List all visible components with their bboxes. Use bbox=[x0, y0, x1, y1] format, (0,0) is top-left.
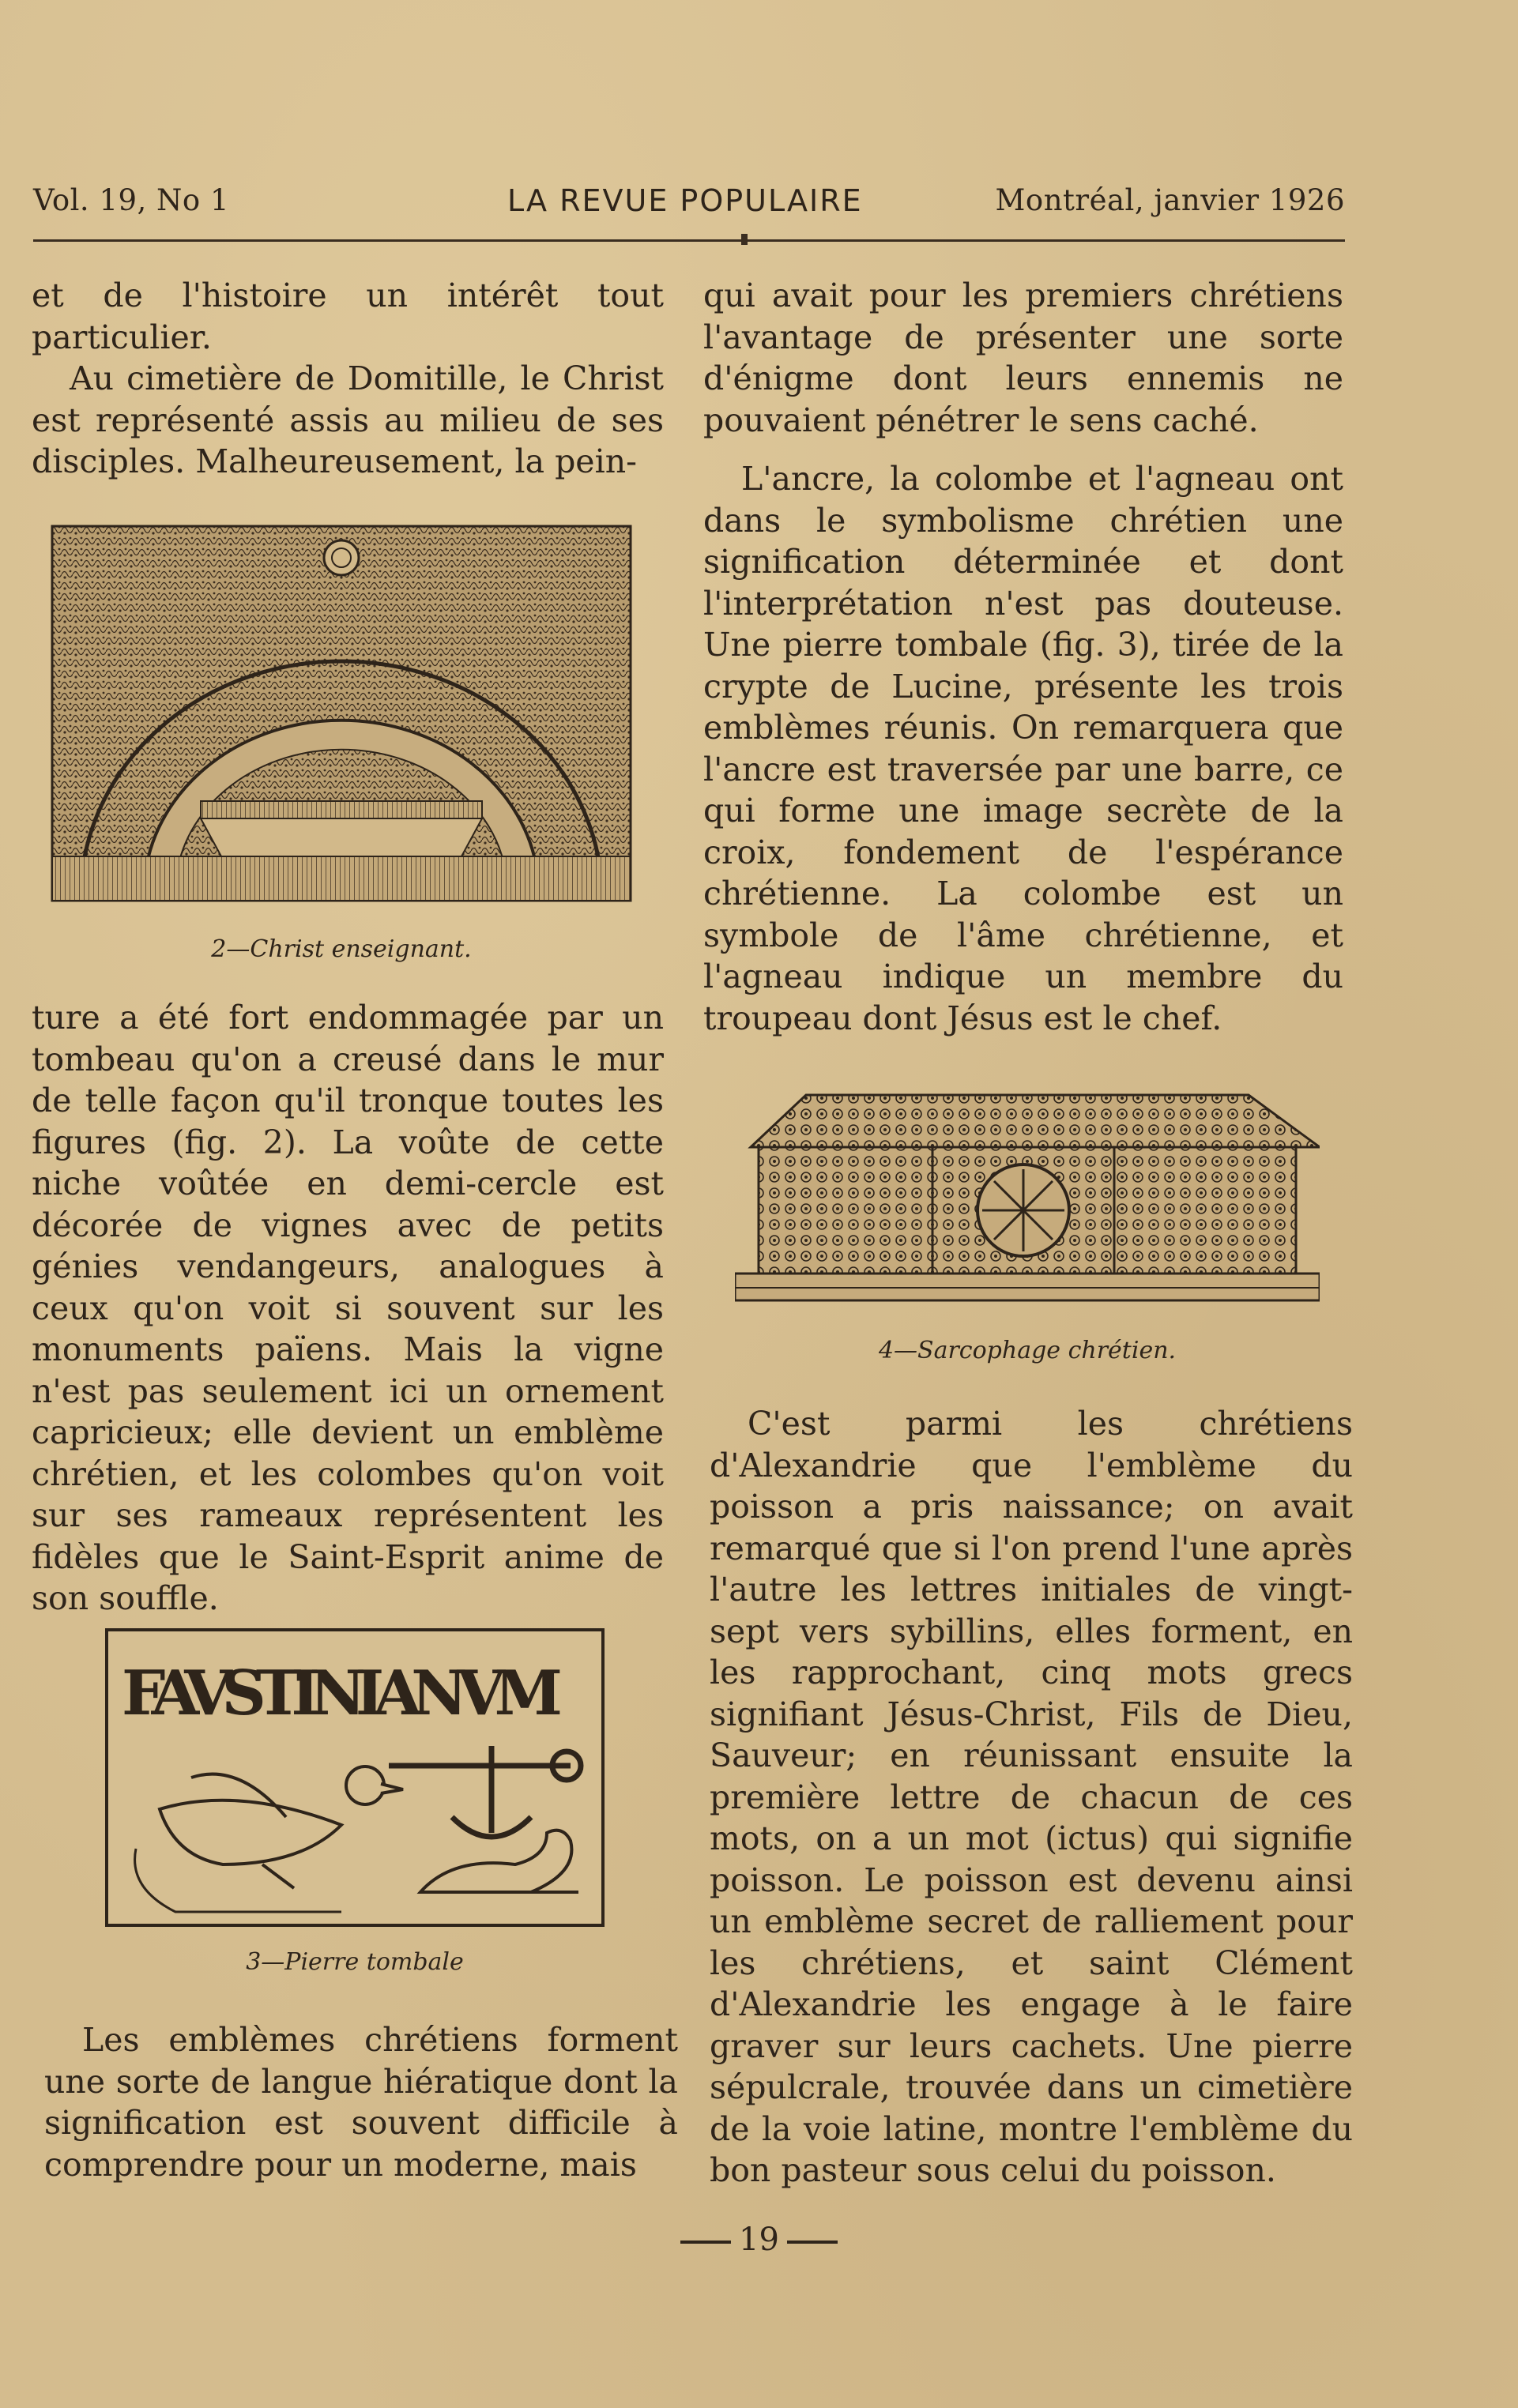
left-paragraph-4: Les emblèmes chrétiens forment une sorte de langue hiératique dont la signification est souvent difficile à comprendre pour un moderne, mais bbox=[44, 2021, 678, 2184]
left-paragraph-1: et de l'histoire un intérêt tout particulier. bbox=[32, 277, 664, 356]
issue-date: Montréal, janvier 1926 bbox=[995, 183, 1345, 217]
page-number bbox=[0, 2222, 1518, 2258]
journal-title: LA REVUE POPULAIRE bbox=[507, 183, 863, 218]
figure-4-sarcophagus bbox=[735, 1090, 1320, 1304]
left-column-bottom bbox=[44, 2019, 678, 2185]
figure-2-caption: 2—Christ enseignant. bbox=[211, 935, 472, 963]
tombstone-inscription: FAVSTINIANVM bbox=[122, 1657, 564, 1729]
volume-label: Vol. 19, No 1 bbox=[33, 183, 230, 217]
figure-3-caption: 3—Pierre tombale bbox=[246, 1948, 464, 1976]
right-paragraph-3: C'est parmi les chrétiens d'Alexandrie que l'emblème du poisson a pris naissance; on avait remarqué que si l'on prend l'une après l'autre les lettres initiales de vingt-sept vers sybillins, elles forment, en les rapprochant, cinq mots grecs signifiant Jésus-Christ, Fils de Dieu, Sauveur; en réunissant ensuite la première lettre de chacun de ces mots, on a un mot (ictus) qui signifie poisson. Le poisson est devenu ainsi un emblème secret de ralliement pour les chrétiens, et saint Clément d'Alexandrie les engage à le faire graver sur leurs cachets. Une pierre sépulcrale, trouvée dans un cimetière de la voie latine, montre l'emblème du bon pasteur sous celui du poisson. bbox=[710, 1405, 1353, 2189]
right-paragraph-2: L'ancre, la colombe et l'agneau ont dans le symbolisme chrétien une signification déterminée et dont l'interprétation n'est pas douteuse. Une pierre tombale (fig. 3), tirée de la crypte de Lucine, présente les trois emblèmes réunis. On remarquera que l'ancre est traversée par une barre, ce qui forme une image secrète de la croix, fondement de l'espérance chrétienne. La colombe est un symbole de l'âme chrétienne, et l'agneau indique un membre du troupeau dont Jésus est le chef. bbox=[703, 460, 1343, 1037]
figure-2-christ-fresco bbox=[51, 525, 632, 902]
left-column-middle bbox=[32, 997, 664, 1620]
right-column-top bbox=[703, 275, 1343, 1039]
running-header bbox=[33, 183, 1345, 231]
page-number-dash-right bbox=[787, 2241, 838, 2244]
right-column-bottom bbox=[710, 1403, 1353, 2192]
header-rule-ornament bbox=[741, 234, 748, 245]
left-column-top bbox=[32, 275, 664, 483]
page-number-dash-left bbox=[680, 2241, 731, 2244]
figure-4-caption: 4—Sarcophage chrétien. bbox=[878, 1337, 1177, 1364]
figure-3-tombstone bbox=[104, 1627, 605, 1928]
header-rule bbox=[33, 239, 1345, 242]
right-paragraph-1: qui avait pour les premiers chrétiens l'avantage de présenter une sorte d'énigme dont leurs ennemis ne pouvaient pénétrer le sens caché. bbox=[703, 277, 1343, 439]
left-paragraph-3: ture a été fort endommagée par un tombeau qu'on a creusé dans le mur de telle façon qu'il tronque toutes les figures (fig. 2). La voûte de cette niche voûtée en demi-cercle est décorée de vignes avec de petits génies vendangeurs, analogues à ceux qu'on voit si souvent sur les monuments païens. Mais la vigne n'est pas seulement ici un ornement capricieux; elle devient un emblème chrétien, et les colombes qu'on voit sur ses rameaux représentent les fidèles que le Saint-Esprit anime de son souffle. bbox=[32, 999, 664, 1617]
page-number-value: 19 bbox=[739, 2222, 779, 2258]
left-paragraph-2: Au cimetière de Domitille, le Christ est représenté assis au milieu de ses disciples. Malheureusement, la pein- bbox=[32, 359, 664, 480]
